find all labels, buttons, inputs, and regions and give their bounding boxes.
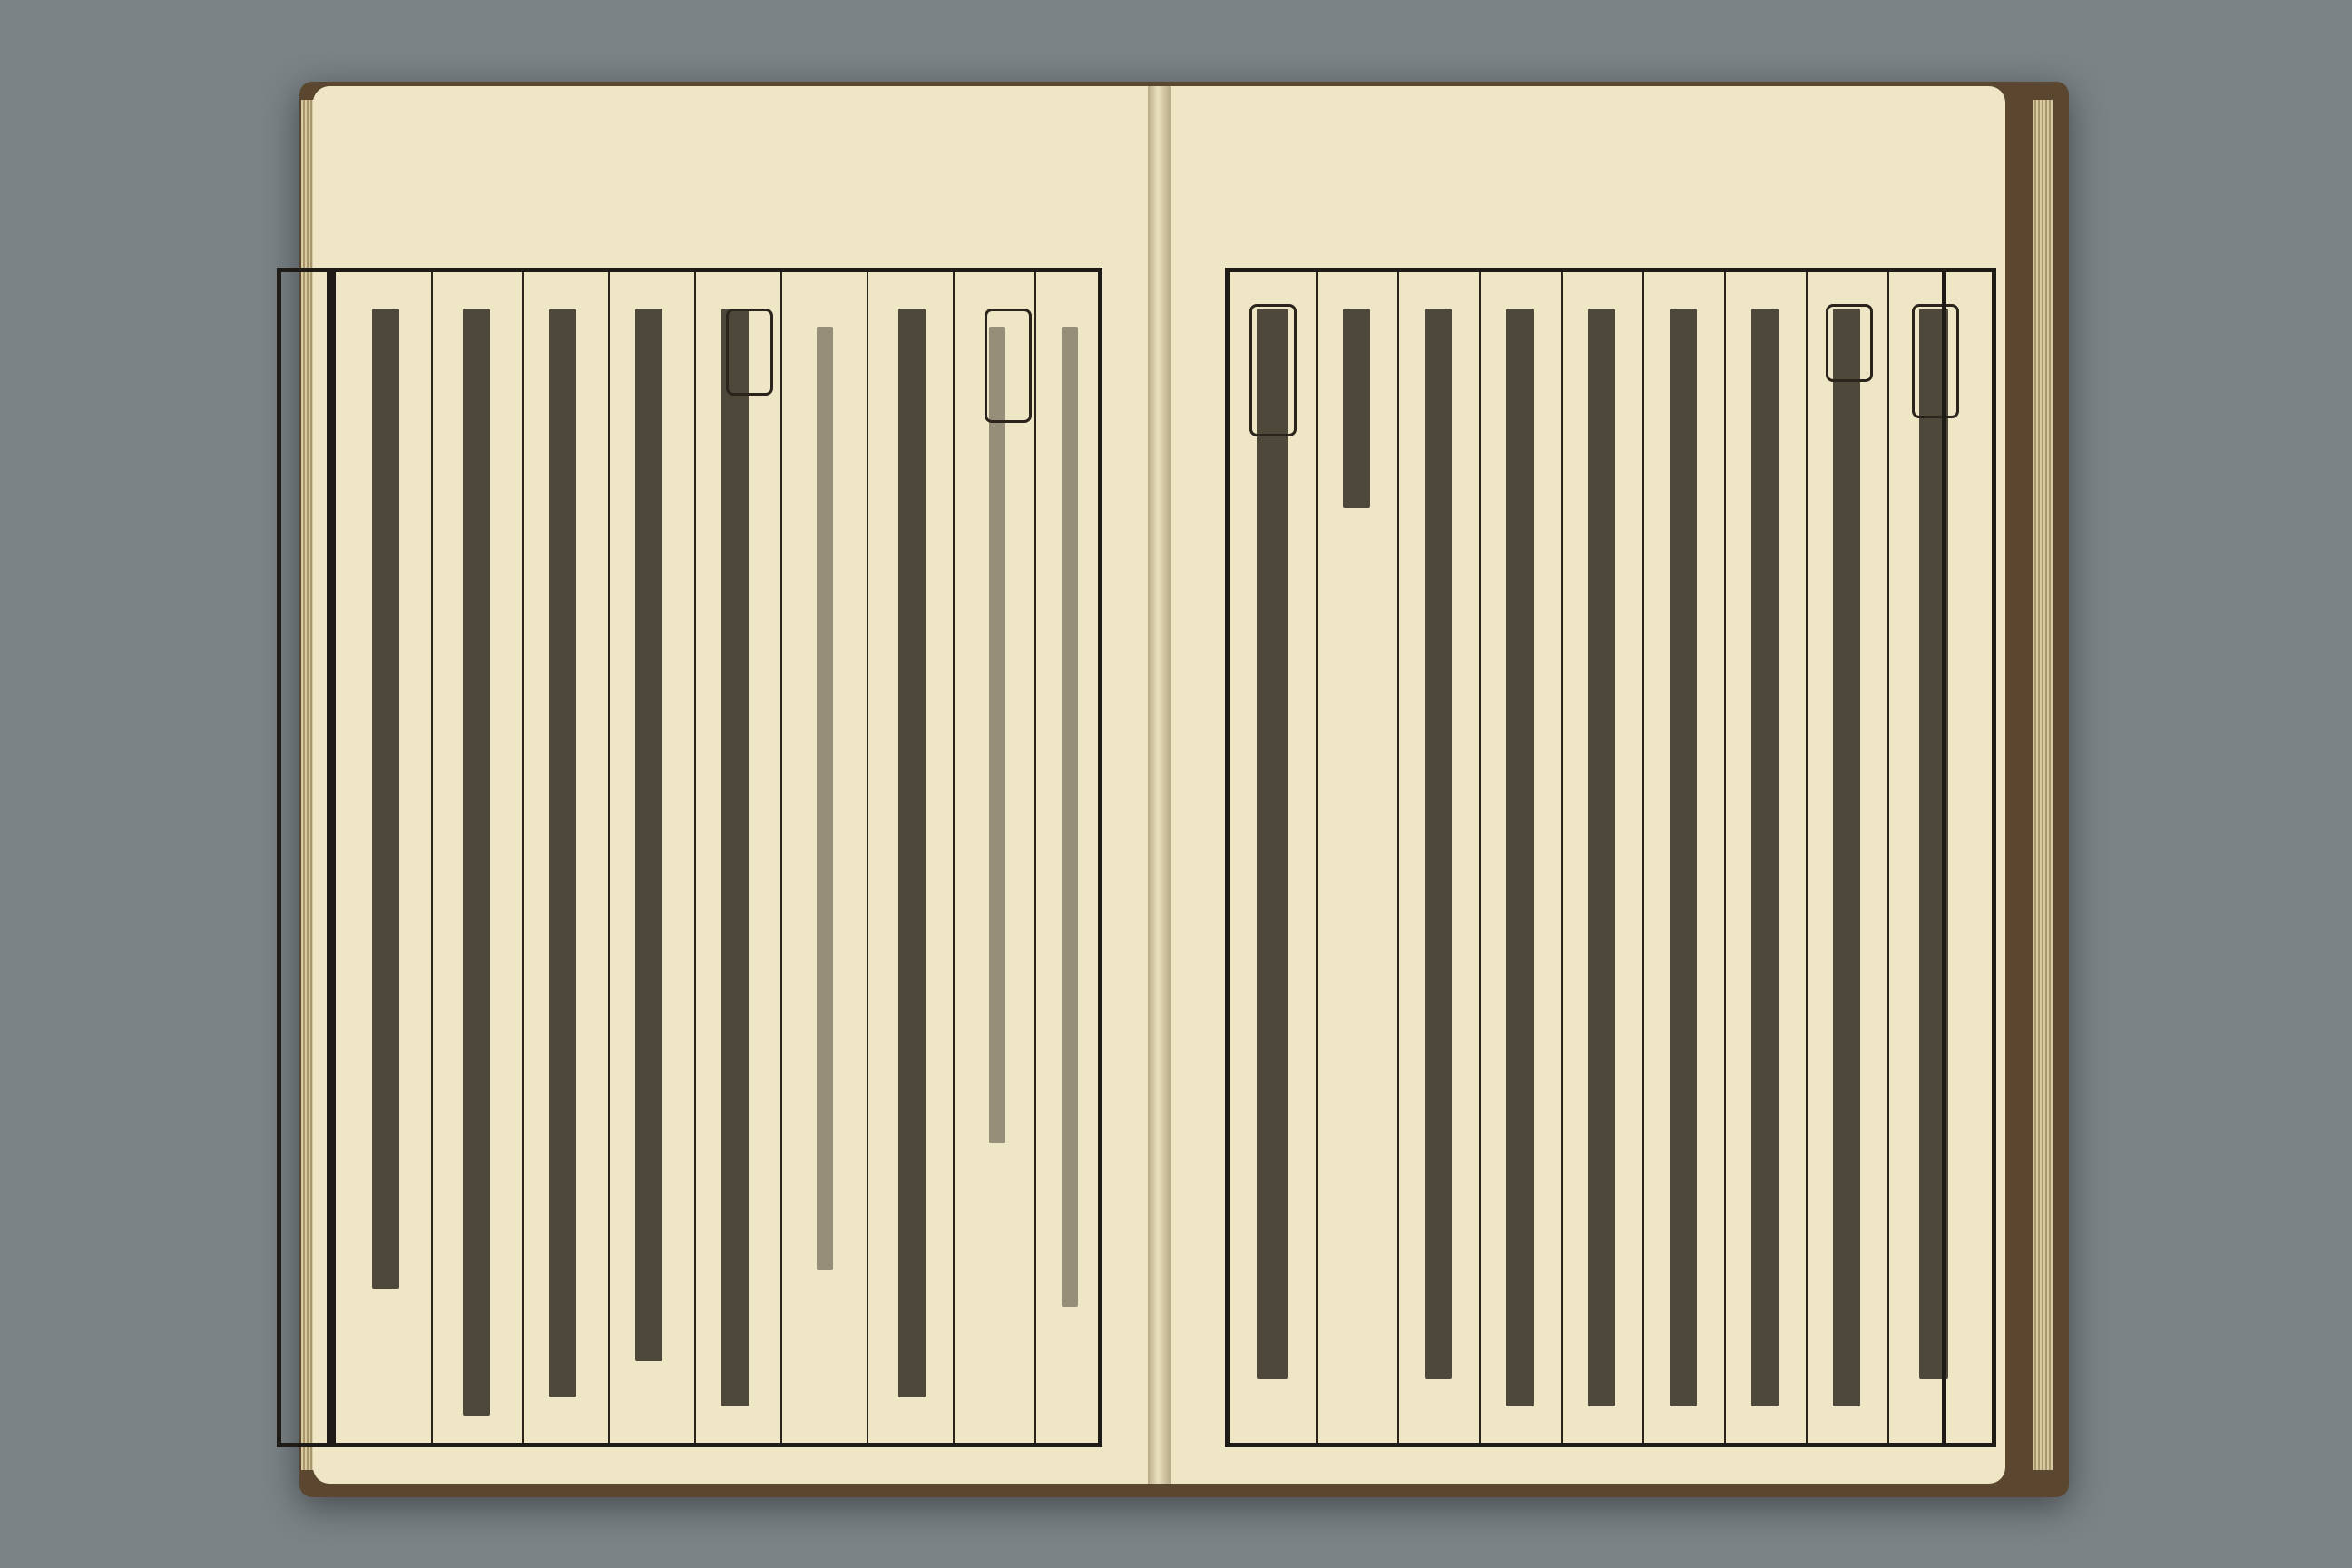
- text-column: [1670, 309, 1697, 1406]
- right-page: [1171, 86, 2005, 1484]
- text-column: [549, 309, 576, 1397]
- column-rule: [1316, 272, 1318, 1443]
- right-page-margin-band: [1942, 268, 1996, 1447]
- boxed-source-tag: [985, 309, 1032, 423]
- column-rule: [867, 272, 868, 1443]
- annotation-column: [817, 327, 833, 1270]
- page-edges-right: [2033, 100, 2053, 1470]
- annotation-column: [989, 327, 1005, 1143]
- text-column: [721, 309, 749, 1406]
- text-column: [463, 309, 490, 1416]
- column-rule: [780, 272, 782, 1443]
- text-column: [1506, 309, 1534, 1406]
- text-column: [1751, 309, 1779, 1406]
- gutter: [1148, 86, 1171, 1484]
- text-column: [372, 309, 399, 1289]
- left-page-margin-band: [277, 268, 331, 1447]
- boxed-source-tag: [1250, 304, 1297, 436]
- column-rule: [608, 272, 610, 1443]
- boxed-source-tag: [1826, 304, 1873, 382]
- column-rule: [1887, 272, 1889, 1443]
- left-page: [313, 86, 1148, 1484]
- text-column: [1343, 309, 1370, 508]
- column-rule: [694, 272, 696, 1443]
- text-column: [1425, 309, 1452, 1379]
- text-column: [1588, 309, 1615, 1406]
- column-rule: [1397, 272, 1399, 1443]
- annotation-column: [1062, 327, 1078, 1307]
- boxed-source-tag: [726, 309, 773, 396]
- right-page-frame: [1225, 268, 1996, 1447]
- column-rule: [431, 272, 433, 1443]
- column-rule: [1479, 272, 1481, 1443]
- text-column: [635, 309, 662, 1361]
- left-page-frame: [331, 268, 1102, 1447]
- text-column: [1257, 309, 1288, 1379]
- text-column: [1833, 309, 1860, 1406]
- text-column: [898, 309, 926, 1397]
- column-rule: [522, 272, 524, 1443]
- column-rule: [953, 272, 955, 1443]
- column-rule: [1724, 272, 1726, 1443]
- column-rule: [1806, 272, 1808, 1443]
- column-rule: [1642, 272, 1644, 1443]
- column-rule: [1561, 272, 1563, 1443]
- column-rule: [1034, 272, 1036, 1443]
